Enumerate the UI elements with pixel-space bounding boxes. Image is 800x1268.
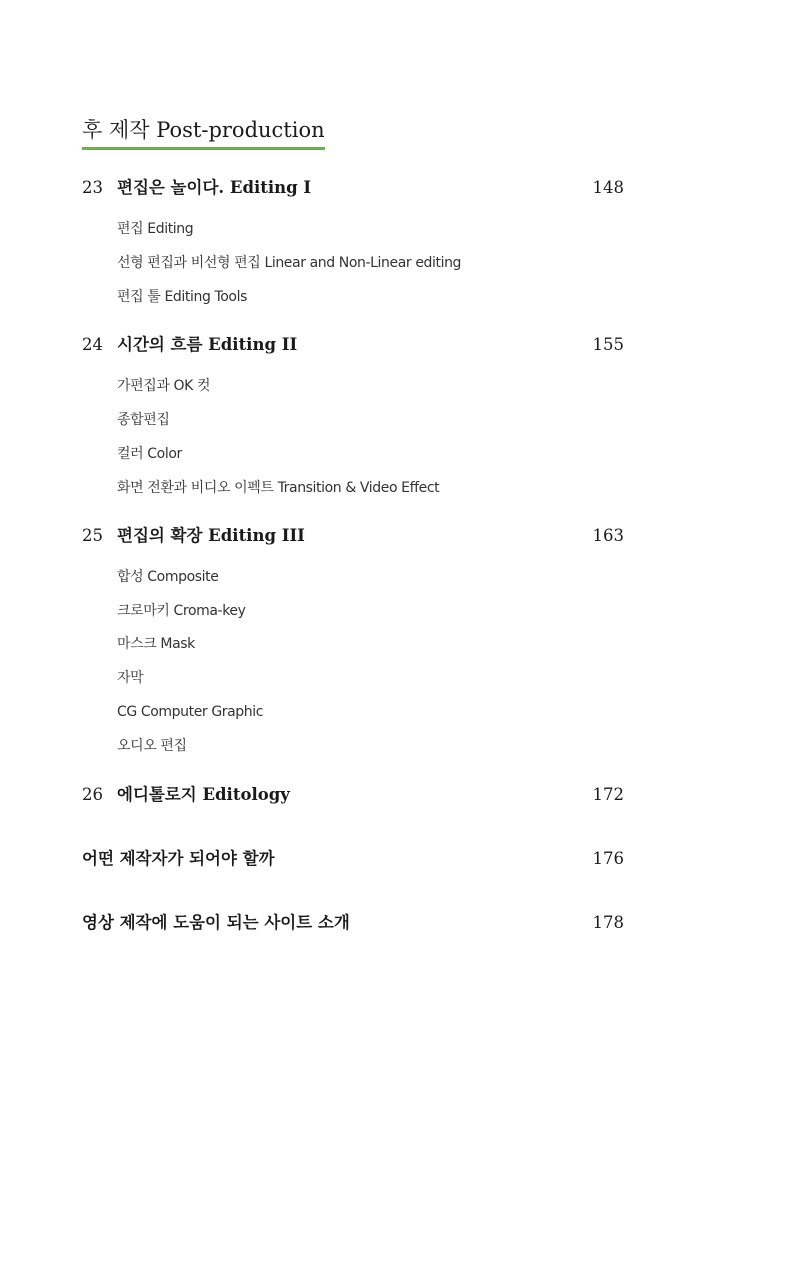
chapter-title: 에디톨로지 Editology [117,785,290,804]
section-entry[interactable]: 선형 편집과 비선형 편집 Linear and Non-Linear editing [117,255,462,271]
appendix-entry[interactable] [82,911,624,935]
section-entry[interactable]: 편집 툴 Editing Tools [117,289,247,305]
chapter-number: 25 [82,526,103,545]
chapter-number: 23 [82,178,103,197]
appendix-page-number: 178 [592,913,624,932]
chapter-24-heading[interactable] [82,333,624,357]
chapter-page-number: 172 [592,785,624,804]
section-entry[interactable]: 컬러 Color [117,446,182,462]
section-entry[interactable]: 크로마키 Croma-key [117,603,246,619]
chapter-25-heading[interactable] [82,524,624,548]
chapter-title: 편집의 확장 Editing III [117,526,305,545]
chapter-title: 시간의 흐름 Editing II [117,335,298,354]
chapter-page-number: 163 [592,526,624,545]
section-entry[interactable]: CG Computer Graphic [117,704,264,720]
section-entry[interactable]: 종합편집 [117,412,170,428]
section-entry[interactable]: 편집 Editing [117,221,194,237]
chapter-number: 24 [82,335,103,354]
chapter-page-number: 155 [592,335,624,354]
section-entry[interactable]: 마스크 Mask [117,636,195,652]
part-title: 후 제작 Post-production [82,114,325,150]
appendix-title: 영상 제작에 도움이 되는 사이트 소개 [82,913,350,932]
chapter-26-heading[interactable] [82,783,624,807]
appendix-title: 어떤 제작자가 되어야 할까 [82,849,275,868]
section-entry[interactable]: 합성 Composite [117,569,219,585]
chapter-number: 26 [82,785,103,804]
section-entry[interactable]: 오디오 편집 [117,738,187,754]
appendix-page-number: 176 [592,849,624,868]
section-entry[interactable]: 화면 전환과 비디오 이펙트 Transition & Video Effect [117,480,440,496]
section-entry[interactable]: 가편집과 OK 컷 [117,378,211,394]
chapter-page-number: 148 [592,178,624,197]
chapter-23-heading[interactable] [82,176,624,200]
appendix-entry[interactable] [82,847,624,871]
section-entry[interactable]: 자막 [117,670,144,686]
chapter-title: 편집은 놀이다. Editing I [117,178,312,197]
